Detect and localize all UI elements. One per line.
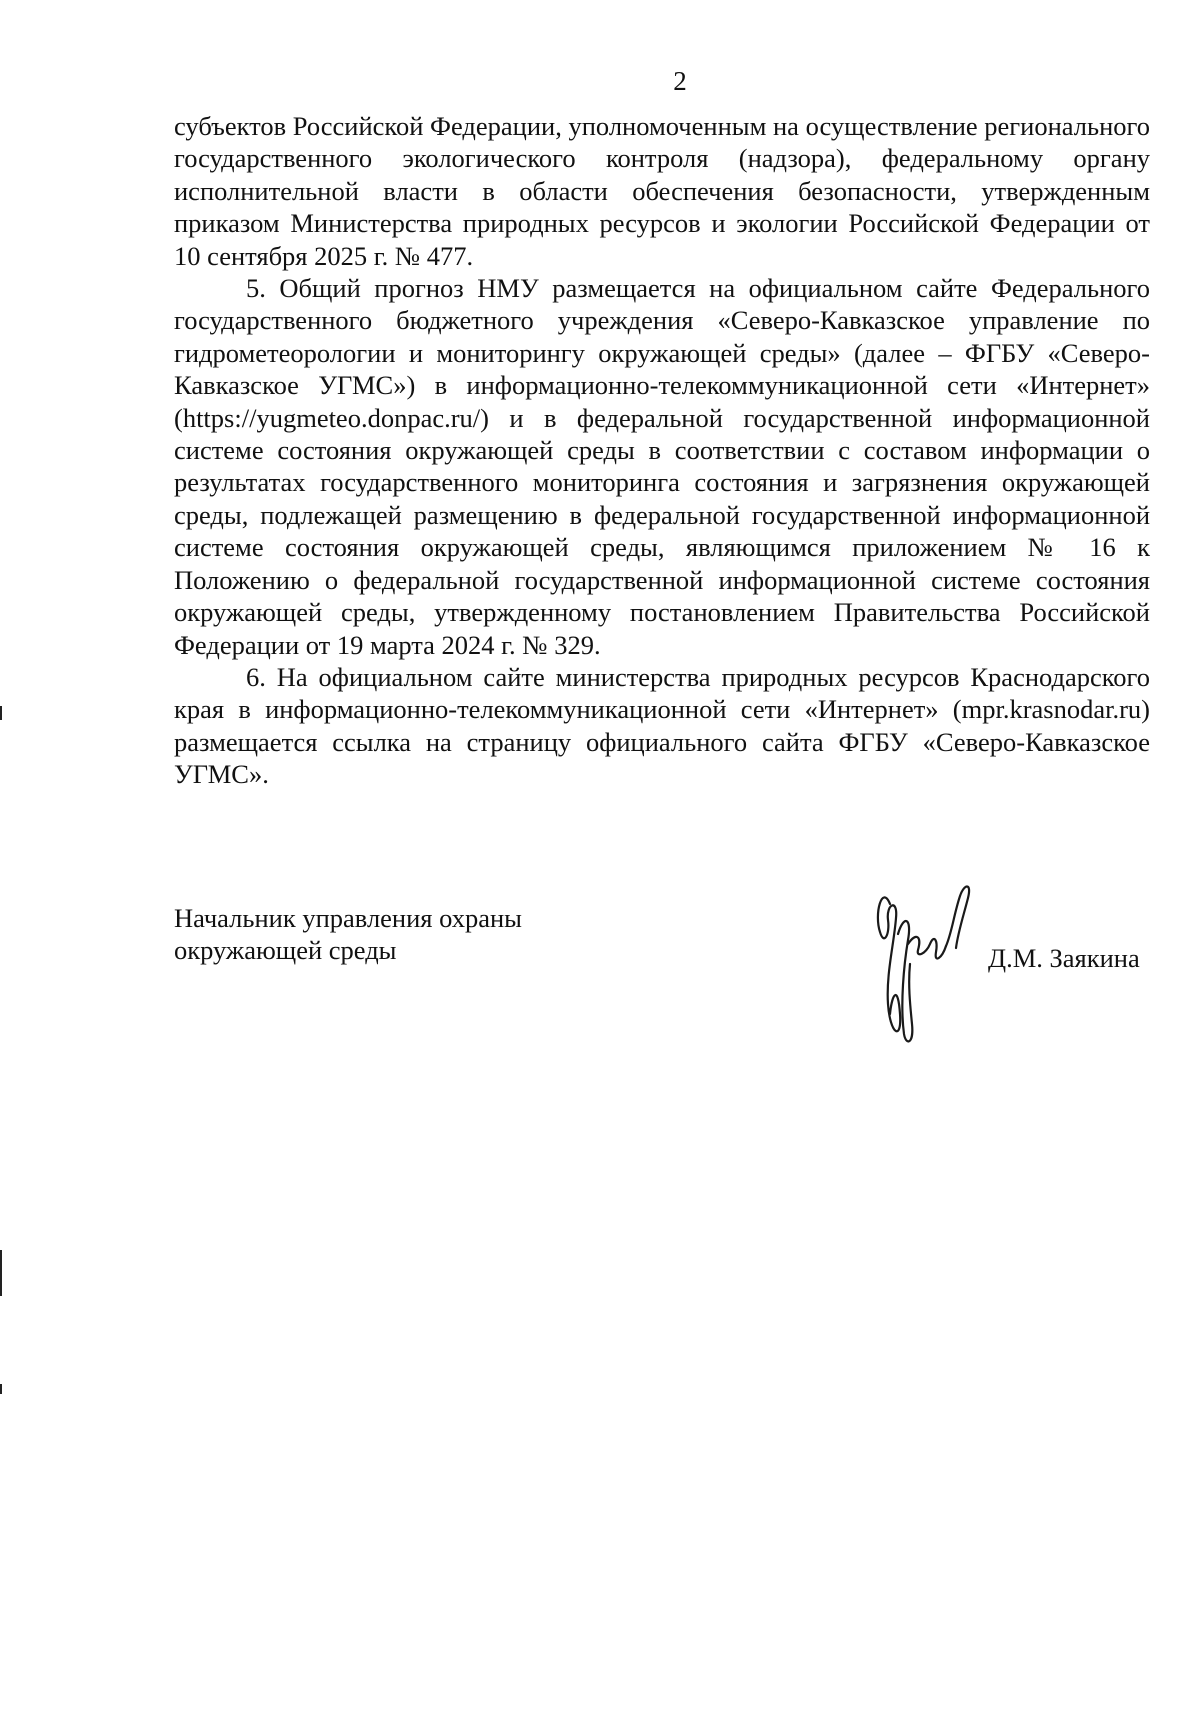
scan-edge-mark bbox=[0, 1250, 2, 1296]
paragraph-item-6: 6. На официальном сайте министерства природных ресурсов Краснодарского края в информационно-телекоммуникационной сети «Интернет» (mpr.krasnodar.ru) размещается ссылка на страницу официального сайта ФГБУ «Северо-Кавказское УГМС». bbox=[174, 661, 1150, 790]
paragraph-item-5: 5. Общий прогноз НМУ размещается на официальном сайте Федерального государственного бюджетного учреждения «Северо-Кавказское управление по гидрометеорологии и мониторингу окружающей среды» (далее – ФГБУ «Северо-Кавказское УГМС») в информационно-телекоммуникационной сети «Интернет» (https://yugmeteo.donpac.ru/) и в федеральной государственной информационной системе состояния окружающей среды в соответствии с составом информации о результатах государственного мониторинга состояния и загрязнения окружающей среды, подлежащей размещению в федеральной государственной информационной системе состояния окружающей среды, являющимся приложением № 16 к Положению о федеральной государственной информационной системе состояния окружающей среды, утвержденному постановлением Правительства Российской Федерации от 19 марта 2024 г. № 329. bbox=[174, 273, 1150, 660]
signatory-title-line-2: окружающей среды bbox=[174, 935, 397, 965]
signatory-title-line-1: Начальник управления охраны bbox=[174, 903, 522, 933]
handwritten-signature bbox=[868, 874, 980, 1050]
scan-edge-mark bbox=[0, 1384, 2, 1394]
document-body bbox=[174, 110, 1150, 791]
page-number: 2 bbox=[673, 66, 687, 96]
signatory-title bbox=[174, 902, 522, 966]
paragraph-continuation: субъектов Российской Федерации, уполномоченным на осуществление регионального государственного экологического контроля (надзора), федеральному органу исполнительной власти в области обеспечения безопасности, утвержденным приказом Министерства природных ресурсов и экологии Российской Федерации от 10 сентября 2025 г. № 477. bbox=[174, 111, 1150, 271]
signatory-name: Д.М. Заякина bbox=[988, 943, 1140, 973]
scan-edge-mark bbox=[0, 706, 2, 720]
